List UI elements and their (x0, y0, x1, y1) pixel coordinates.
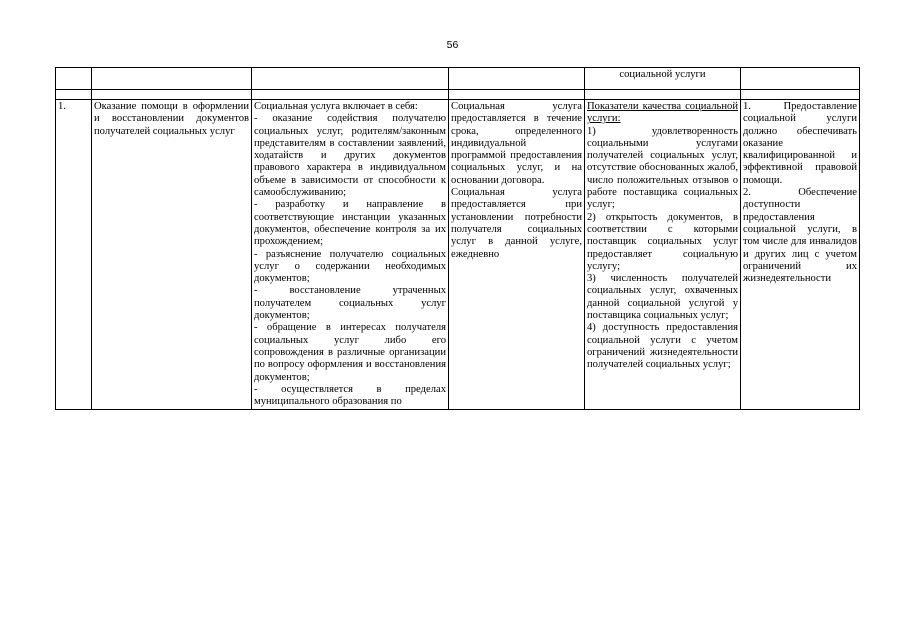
page-number: 56 (446, 39, 459, 51)
header-cell-quality: социальной услуги (585, 68, 741, 90)
indicator-item: 2) открытость документов, в соответствии с которыми поставщик социальных услуг предоставляет социальную услугу; (587, 211, 738, 272)
service-name: Оказание помощи в оформлении и восстановлении документов получателей социальных услуг (94, 101, 249, 137)
quality-indicators-cell (585, 100, 741, 410)
indicators-heading: Показатели качества социальной услуги: (587, 101, 738, 125)
content-paragraph: Социальная услуга включает в себя: (254, 101, 418, 112)
indicator-item: 3) численность получателей социальных услуг, охваченных данной социальной услугой у поставщика социальных услуг; (587, 273, 738, 322)
header-cell (449, 68, 585, 90)
service-content-cell (252, 100, 449, 410)
condition-item: 1. Предоставление социальной услуги должно обеспечивать оказание квалифицированной и эффективной правовой помощи. (743, 101, 857, 186)
header-cell (92, 68, 252, 90)
header-cell (741, 68, 860, 90)
content-paragraph: - восстановление утраченных получателем социальных услуг документов; (254, 285, 446, 322)
header-cell (252, 68, 449, 90)
indicator-item: 1) удовлетворенность социальными услугами получателей социальных услуг, отсутствие обоснованных жалоб, число положительных отзывов о работе поставщика социальных услуг; (587, 125, 738, 211)
content-paragraph: - оказание содействия получателю социальных услуг, родителям/законным представителям в составлении заявлений, ходатайств и других документов правового характера в индивидуальном объеме в зависимости от способности к самообслуживанию; (254, 113, 446, 199)
condition-item: 2. Обеспечение доступности предоставления социальной услуги, в том числе для инвалидов и других лиц с учетом ограничений их жизнедеятельности (743, 187, 857, 285)
content-paragraph: - разработку и направление в соответствующие инстанции указанных документов, обеспечение контроля за их прохождением; (254, 199, 446, 248)
services-table (55, 67, 860, 410)
table-row (56, 100, 860, 410)
terms-paragraph: Социальная услуга предоставляется при установлении потребности получателя социальных услуг в данной услуге, ежедневно (451, 187, 582, 260)
content-paragraph: - разъяснение получателю социальных услуг о содержании необходимых документов; (254, 248, 446, 285)
service-name-cell (92, 100, 252, 410)
content-paragraph: - обращение в интересах получателя социальных услуг либо его сопровождения в различные организации по вопросу оформления и восстановления документов; (254, 322, 446, 383)
conditions-cell (741, 100, 860, 410)
terms-paragraph: Социальная услуга предоставляется в течение срока, определенного индивидуальной программой предоставления социальных услуг, и на основании договора. (451, 101, 582, 186)
service-terms-cell (449, 100, 585, 410)
content-paragraph: - осуществляется в пределах муниципального образования по (254, 383, 446, 408)
table-spacer-row (56, 90, 860, 100)
indicator-item: 4) доступность предоставления социальной услуги с учетом ограничений жизнедеятельности получателей социальных услуг; (587, 322, 738, 371)
table-header-row (56, 68, 860, 90)
row-number: 1. (56, 100, 92, 410)
header-cell (56, 68, 92, 90)
